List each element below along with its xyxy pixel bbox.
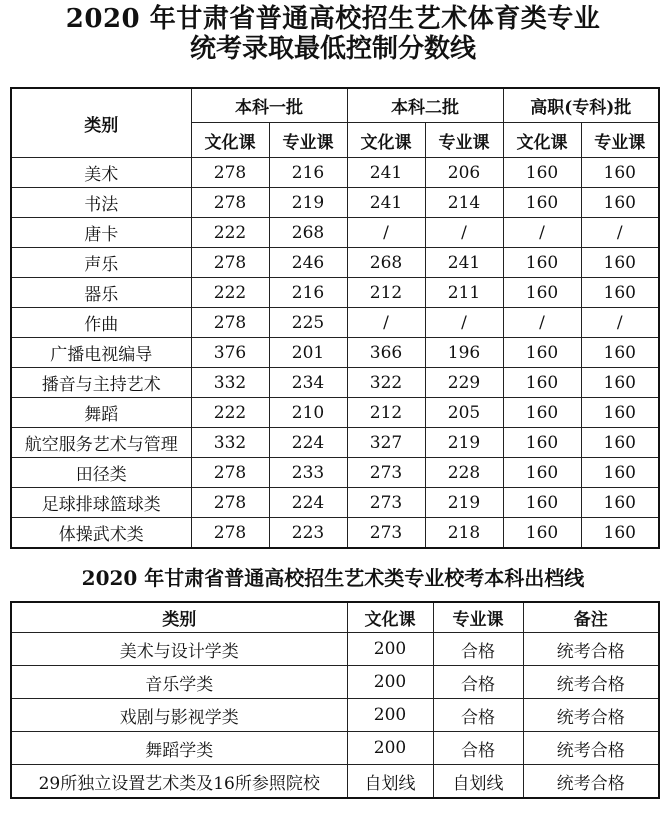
score-cell: 228 xyxy=(425,458,503,488)
score-cell: 160 xyxy=(581,518,659,549)
score-cell: 278 xyxy=(191,308,269,338)
score-cell: 205 xyxy=(425,398,503,428)
row-category: 广播电视编导 xyxy=(11,338,191,368)
table1-body xyxy=(11,158,659,549)
value-cell: 200 xyxy=(347,666,433,699)
table-row xyxy=(11,488,659,518)
score-cell: 278 xyxy=(191,188,269,218)
table-row xyxy=(11,248,659,278)
score-cell: 327 xyxy=(347,428,425,458)
score-cell: 160 xyxy=(581,248,659,278)
value-cell: 统考合格 xyxy=(523,732,659,765)
t2-header-remark: 备注 xyxy=(523,602,659,633)
score-cell: 234 xyxy=(269,368,347,398)
sub-header: 专业课 xyxy=(581,123,659,158)
section-subtitle: 2020 年甘肃省普通高校招生艺术类专业校考本科出档线 xyxy=(81,566,585,590)
score-cell: 219 xyxy=(425,488,503,518)
table-row xyxy=(11,338,659,368)
score-cell: 216 xyxy=(269,278,347,308)
row-category: 舞蹈 xyxy=(11,398,191,428)
value-cell: 统考合格 xyxy=(523,765,659,799)
score-cell: 278 xyxy=(191,458,269,488)
value-cell: 200 xyxy=(347,633,433,666)
score-cell: 160 xyxy=(581,398,659,428)
t2-header-major: 专业课 xyxy=(433,602,523,633)
score-cell: 160 xyxy=(581,158,659,188)
score-cell: 222 xyxy=(191,218,269,248)
table-row xyxy=(11,458,659,488)
row-category: 播音与主持艺术 xyxy=(11,368,191,398)
score-cell: 241 xyxy=(347,158,425,188)
page-title-line1: 2020 年甘肃省普通高校招生艺术体育类专业 xyxy=(65,4,601,34)
score-cell: 219 xyxy=(425,428,503,458)
score-cell: 160 xyxy=(581,338,659,368)
value-cell: 自划线 xyxy=(433,765,523,799)
value-cell: 200 xyxy=(347,699,433,732)
row-category: 体操武术类 xyxy=(11,518,191,549)
score-cell: 212 xyxy=(347,278,425,308)
score-cell: 218 xyxy=(425,518,503,549)
value-cell: 统考合格 xyxy=(523,666,659,699)
score-cell: 219 xyxy=(269,188,347,218)
table-row xyxy=(11,732,659,765)
row-category: 音乐学类 xyxy=(11,666,347,699)
value-cell: 合格 xyxy=(433,666,523,699)
row-category: 器乐 xyxy=(11,278,191,308)
score-cell: 211 xyxy=(425,278,503,308)
table-row xyxy=(11,765,659,799)
score-cell: 222 xyxy=(191,278,269,308)
table-row xyxy=(11,278,659,308)
score-cell: 214 xyxy=(425,188,503,218)
value-cell: 合格 xyxy=(433,732,523,765)
header-group-batch2: 本科二批 xyxy=(347,88,503,123)
score-cell: / xyxy=(503,218,581,248)
score-cell: 160 xyxy=(503,188,581,218)
score-cell: 160 xyxy=(503,248,581,278)
row-category: 书法 xyxy=(11,188,191,218)
table2-body xyxy=(11,633,659,799)
score-cell: / xyxy=(581,308,659,338)
row-category: 唐卡 xyxy=(11,218,191,248)
row-category: 足球排球篮球类 xyxy=(11,488,191,518)
score-cell: 278 xyxy=(191,248,269,278)
score-cell: 160 xyxy=(503,158,581,188)
score-cell: 241 xyxy=(425,248,503,278)
score-cell: / xyxy=(347,218,425,248)
score-cell: 160 xyxy=(581,428,659,458)
score-cell: 224 xyxy=(269,428,347,458)
score-cell: 322 xyxy=(347,368,425,398)
score-cell: / xyxy=(347,308,425,338)
value-cell: 合格 xyxy=(433,633,523,666)
row-category: 作曲 xyxy=(11,308,191,338)
score-cell: 273 xyxy=(347,488,425,518)
score-cell: 160 xyxy=(581,278,659,308)
score-cell: 246 xyxy=(269,248,347,278)
score-cell: 268 xyxy=(347,248,425,278)
table-row xyxy=(11,666,659,699)
value-cell: 统考合格 xyxy=(523,699,659,732)
score-cell: 278 xyxy=(191,518,269,549)
table-row xyxy=(11,188,659,218)
score-cell: 223 xyxy=(269,518,347,549)
header-category: 类别 xyxy=(11,88,191,158)
score-cell: 332 xyxy=(191,368,269,398)
score-cell: 273 xyxy=(347,458,425,488)
score-cell: 273 xyxy=(347,518,425,549)
score-cell: 160 xyxy=(503,338,581,368)
table-row xyxy=(11,158,659,188)
score-cell: / xyxy=(581,218,659,248)
row-category: 29所独立设置艺术类及16所参照院校 xyxy=(11,765,347,799)
school-exam-cutoff-table xyxy=(10,601,660,799)
score-cell: / xyxy=(503,308,581,338)
score-cell: 222 xyxy=(191,398,269,428)
score-cell: 241 xyxy=(347,188,425,218)
row-category: 田径类 xyxy=(11,458,191,488)
table-row xyxy=(11,633,659,666)
row-category: 美术 xyxy=(11,158,191,188)
sub-header: 文化课 xyxy=(191,123,269,158)
row-category: 航空服务艺术与管理 xyxy=(11,428,191,458)
score-cell: 278 xyxy=(191,158,269,188)
row-category: 美术与设计学类 xyxy=(11,633,347,666)
score-cell: 201 xyxy=(269,338,347,368)
sub-header: 专业课 xyxy=(425,123,503,158)
score-cell: / xyxy=(425,218,503,248)
table-row xyxy=(11,368,659,398)
table-row xyxy=(11,518,659,549)
table-row xyxy=(11,699,659,732)
table-row xyxy=(11,398,659,428)
score-cell: 160 xyxy=(503,428,581,458)
score-cell: 160 xyxy=(503,458,581,488)
score-cell: 160 xyxy=(581,188,659,218)
t2-header-category: 类别 xyxy=(11,602,347,633)
score-cell: 196 xyxy=(425,338,503,368)
table-row xyxy=(11,428,659,458)
score-cell: 160 xyxy=(581,488,659,518)
score-cell: 160 xyxy=(581,368,659,398)
score-cell: 229 xyxy=(425,368,503,398)
header-group-vocational: 高职(专科)批 xyxy=(503,88,659,123)
table-row xyxy=(11,308,659,338)
score-cell: 233 xyxy=(269,458,347,488)
score-cell: 268 xyxy=(269,218,347,248)
sub-header: 专业课 xyxy=(269,123,347,158)
score-cell: 210 xyxy=(269,398,347,428)
table-row xyxy=(11,218,659,248)
value-cell: 200 xyxy=(347,732,433,765)
score-cell: 216 xyxy=(269,158,347,188)
score-cell: 206 xyxy=(425,158,503,188)
score-cell: 332 xyxy=(191,428,269,458)
score-cell: 225 xyxy=(269,308,347,338)
value-cell: 统考合格 xyxy=(523,633,659,666)
row-category: 舞蹈学类 xyxy=(11,732,347,765)
score-cell: 376 xyxy=(191,338,269,368)
t2-header-culture: 文化课 xyxy=(347,602,433,633)
unified-exam-cutoff-table xyxy=(10,87,660,549)
score-cell: 160 xyxy=(581,458,659,488)
score-cell: 160 xyxy=(503,278,581,308)
score-cell: 278 xyxy=(191,488,269,518)
value-cell: 合格 xyxy=(433,699,523,732)
sub-header: 文化课 xyxy=(347,123,425,158)
score-cell: 224 xyxy=(269,488,347,518)
row-category: 戏剧与影视学类 xyxy=(11,699,347,732)
score-cell: 212 xyxy=(347,398,425,428)
score-cell: 160 xyxy=(503,398,581,428)
score-cell: 160 xyxy=(503,488,581,518)
score-cell: / xyxy=(425,308,503,338)
page-title-line2: 统考录取最低控制分数线 xyxy=(189,34,476,64)
score-cell: 160 xyxy=(503,368,581,398)
value-cell: 自划线 xyxy=(347,765,433,799)
score-cell: 366 xyxy=(347,338,425,368)
row-category: 声乐 xyxy=(11,248,191,278)
sub-header: 文化课 xyxy=(503,123,581,158)
header-group-batch1: 本科一批 xyxy=(191,88,347,123)
score-cell: 160 xyxy=(503,518,581,549)
